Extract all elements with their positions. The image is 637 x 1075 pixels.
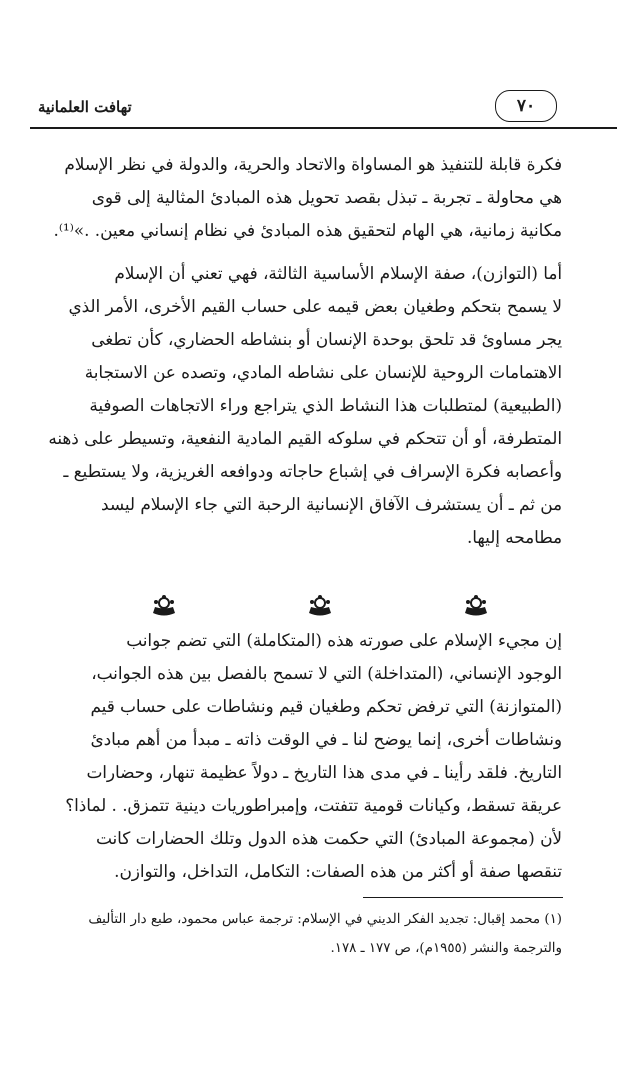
- text-line: أما (التوازن)، صفة الإسلام الأساسية الثالثة، فهي تعني أن الإسلام: [114, 263, 562, 283]
- text-line: ونشاطات أخرى، إنما يوضح لنا ـ في الوقت ذاته ـ مبدأ من أهم مبادئ: [90, 729, 562, 749]
- text-line: (الطبيعية) لمتطلبات هذا النشاط الذي يتراجع وراء الاتجاهات الصوفية: [89, 395, 562, 415]
- running-title: تهافت العلمانية: [38, 98, 132, 116]
- header-rule: [30, 127, 617, 129]
- text-line: تنقصها صفة أو أكثر من هذه الصفات: التكامل، التداخل، والتوازن.: [114, 861, 562, 881]
- text-line: إن مجيء الإسلام على صورته هذه (المتكاملة) التي تضم جوانب: [126, 630, 562, 650]
- footnote-line: (١) محمد إقبال: تجديد الفكر الديني في الإسلام: ترجمة عباس محمود، طبع دار التأليف: [88, 912, 562, 927]
- text-line: مكانية زمانية، هي الهام لتحقيق هذه المبادئ في نظام إنساني معين. .»⁽¹⁾.: [53, 220, 562, 240]
- footnote: [70, 905, 562, 963]
- ornament-icon: [462, 594, 490, 616]
- text-line: الاهتمامات الروحية للإنسان على نشاطه المادي، وتصده عن الاستجابة: [84, 362, 562, 382]
- text-line: المتطرفة، أو أن تتحكم في سلوكه القيم المادية النفعية، وتسيطر على ذهنه: [48, 428, 562, 448]
- page-header: [30, 90, 617, 126]
- text-line: يجر مساوئ قد تلحق بوحدة الإنسان أو بنشاطه الحضاري، كأن تطغى: [91, 329, 562, 349]
- ornament-icon: [306, 594, 334, 616]
- paragraph-1: [53, 148, 562, 247]
- ornament-icon: [150, 594, 178, 616]
- text-line: لا يسمح بتحكم وطغيان بعض قيمه على حساب القيم الأخرى، الأمر الذي: [68, 296, 562, 316]
- text-line: الوجود الإنساني، (المتداخلة) التي لا تسمح بالفصل بين هذه الجوانب،: [91, 663, 562, 683]
- text-line: من ثم ـ أن يستشرف الآفاق الإنسانية الرحبة التي جاء الإسلام ليسد: [101, 494, 562, 514]
- paragraph-2: [48, 257, 562, 554]
- text-line: التاريخ. فلقد رأينا ـ في مدى هذا التاريخ ـ دولاً عظيمة تنهار، وحضارات: [86, 762, 562, 782]
- text-line: عريقة تسقط، وكيانات قومية تتفتت، وإمبراطوريات دينية تتمزق. . لماذا؟: [65, 795, 562, 815]
- section-divider: [150, 590, 490, 620]
- footnote-line: والترجمة والنشر (١٩٥٥م)، ص ١٧٧ ـ ١٧٨.: [330, 941, 562, 956]
- text-line: مطامحه إليها.: [466, 527, 562, 547]
- text-line: فكرة قابلة للتنفيذ هو المساواة والاتحاد والحرية، والدولة في نظر الإسلام: [64, 154, 562, 174]
- text-line: (المتوازنة) التي ترفض تحكم وطغيان قيم ونشاطات على حساب قيم: [90, 696, 562, 716]
- text-line: لأن (مجموعة المبادئ) التي حكمت هذه الدول وتلك الحضارات كانت: [96, 828, 562, 848]
- paragraph-3: [65, 624, 562, 888]
- text-line: هي محاولة ـ تجربة ـ تبذل بقصد تحويل هذه المبادئ المثالية إلى قوى: [91, 187, 562, 207]
- page-number: ٧٠: [495, 90, 557, 122]
- footnote-rule: [363, 897, 563, 898]
- text-line: وأعصابه فكرة الإسراف في إشباع حاجاته ودوافعه الغريزية، ولا يستطيع ـ: [63, 461, 562, 481]
